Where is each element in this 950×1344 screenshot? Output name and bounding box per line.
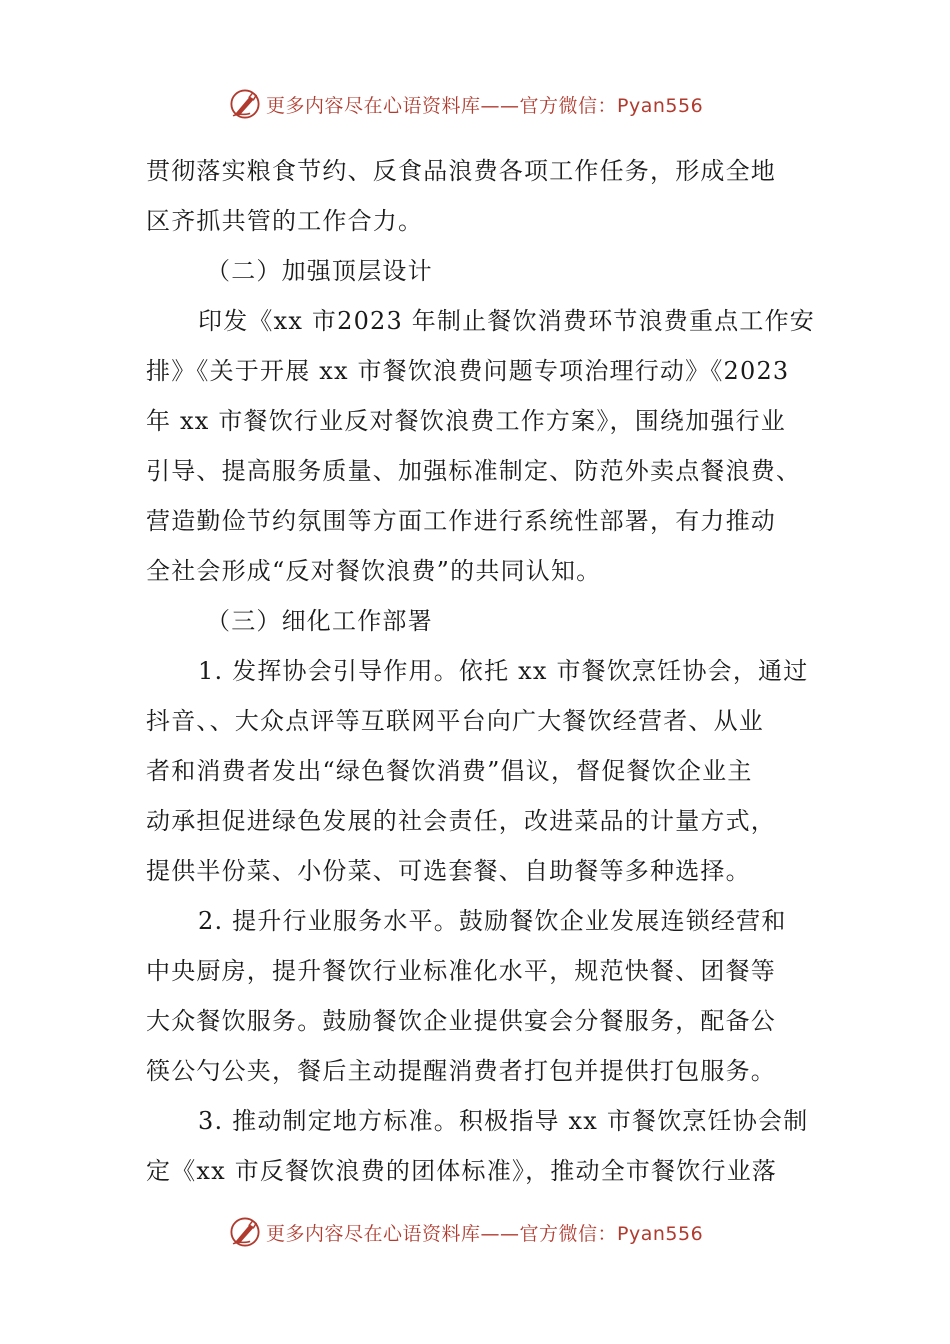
body-line: 定《xx 市反餐饮浪费的团体标准》，推动全市餐饮行业落 (146, 1157, 778, 1185)
banner-wechat-id: Pyan556 (617, 1222, 704, 1245)
document-body (146, 146, 816, 1196)
paragraph-first-line: 1. 发挥协会引导作用。依托 xx 市餐饮烹饪协会，通过 (198, 657, 809, 685)
section-heading: （二）加强顶层设计 (206, 257, 433, 285)
paragraph-first-line: 3. 推动制定地方标准。积极指导 xx 市餐饮烹饪协会制 (198, 1107, 809, 1135)
body-line: 中央厨房，提升餐饮行业标准化水平，规范快餐、团餐等 (146, 957, 776, 985)
paragraph-first-line: 2. 提升行业服务水平。鼓励餐饮企业发展连锁经营和 (198, 907, 787, 935)
body-line: 引导、提高服务质量、加强标准制定、防范外卖点餐浪费、 (146, 457, 802, 485)
paragraph-first-line: 印发《xx 市2023 年制止餐饮消费环节浪费重点工作安 (198, 307, 816, 335)
body-line: 筷公勺公夹，餐后主动提醒消费者打包并提供打包服务。 (146, 1057, 776, 1085)
banner-dash: —— (480, 1222, 520, 1245)
body-line: 抖音、、大众点评等互联网平台向广大餐饮经营者、从业 (146, 707, 764, 735)
banner-wechat-label: 官方微信： (519, 1222, 618, 1245)
banner-wechat-id: Pyan556 (617, 94, 704, 117)
body-line: 大众餐饮服务。鼓励餐饮企业提供宴会分餐服务，配备公 (146, 1007, 776, 1035)
body-line: 年 xx 市餐饮行业反对餐饮浪费工作方案》，围绕加强行业 (146, 407, 786, 435)
body-line: 营造勤俭节约氛围等方面工作进行系统性部署，有力推动 (146, 507, 776, 535)
banner-site: 更多内容尽在心语资料库 (266, 94, 481, 117)
body-line: 者和消费者发出“绿色餐饮消费”倡议，督促餐饮企业主 (146, 757, 753, 785)
body-line: 区齐抓共管的工作合力。 (146, 207, 424, 235)
footer-watermark-banner (228, 1212, 748, 1252)
pen-nib-logo-icon (228, 87, 262, 121)
header-watermark-banner (228, 84, 748, 124)
banner-text (266, 1219, 703, 1246)
body-line: 排》《关于开展 xx 市餐饮浪费问题专项治理行动》《2023 (146, 357, 790, 385)
body-line: 贯彻落实粮食节约、反食品浪费各项工作任务，形成全地 (146, 157, 776, 185)
banner-wechat-label: 官方微信： (519, 94, 618, 117)
body-line: 提供半份菜、小份菜、可选套餐、自助餐等多种选择。 (146, 857, 751, 885)
body-line: 全社会形成“反对餐饮浪费”的共同认知。 (146, 557, 602, 585)
banner-text (266, 91, 703, 118)
banner-dash: —— (480, 94, 520, 117)
pen-nib-logo-icon (228, 1215, 262, 1249)
section-heading: （三）细化工作部署 (206, 607, 433, 635)
body-line: 动承担促进绿色发展的社会责任，改进菜品的计量方式， (146, 807, 776, 835)
banner-site: 更多内容尽在心语资料库 (266, 1222, 481, 1245)
